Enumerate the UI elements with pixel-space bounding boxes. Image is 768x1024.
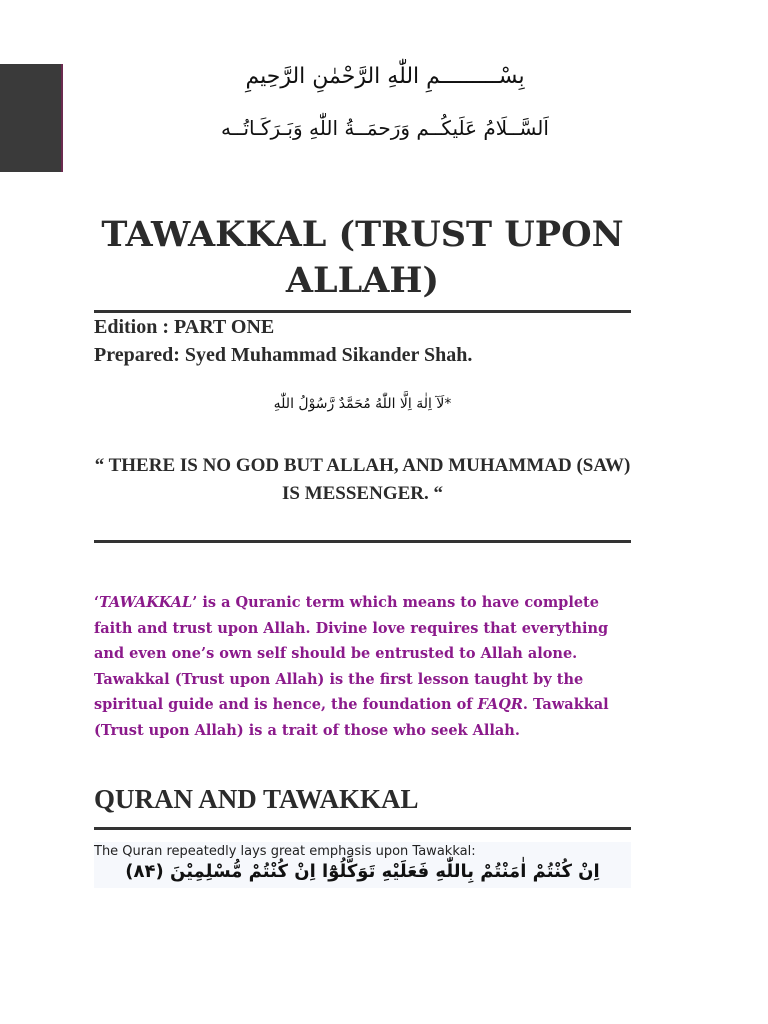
section-heading: QURAN AND TAWAKKAL: [94, 784, 419, 814]
bismillah-text: بِسْـــــــــمِ اللّٰهِ الرَّحْمٰنِ الرَّحِيمِ: [245, 64, 525, 89]
document-title: TAWAKKAL (TRUST UPON ALLAH): [101, 214, 624, 301]
definition-tail: . Tawakkal (Trust upon Allah) is a trait of those who seek Allah.: [94, 696, 609, 739]
salam-text: اَلسَّــلَامُ عَلَيكُــم وَرَحمَــةُ اللّٰهِ وَبَـرَكَـاتُــه: [221, 116, 549, 140]
term-tawakkal: TAWAKKAL: [99, 594, 193, 611]
side-dark-block: [0, 64, 63, 172]
edition-text: Edition : PART ONE: [94, 316, 275, 338]
quote-divider: [94, 540, 631, 543]
definition-body: ’ is a Quranic term which means to have complete faith and trust upon Allah. Divine love requires that everything and even one’s own self should be entrusted to Allah alone. Tawakkal (Trust upon Allah) is the first lesson taught by the spiritual guide and is hence, the foundation of: [94, 594, 609, 714]
quran-intro-text: The Quran repeatedly lays great emphasis upon Tawakkal:: [94, 844, 476, 859]
section-divider: [94, 827, 631, 830]
kalima-text: *لَآ اِلٰهَ اِلَّا اللّٰهُ مُحَمَّدٌ رَّسُوْلُ اللّٰهِ: [273, 396, 452, 412]
title-divider: [94, 310, 631, 313]
kalima-translation: “ THERE IS NO GOD BUT ALLAH, AND MUHAMMAD (SAW) IS MESSENGER. “: [94, 455, 631, 504]
open-quote: ‘: [94, 594, 100, 611]
prepared-by-text: Prepared: Syed Muhammad Sikander Shah.: [94, 344, 473, 366]
term-faqr: FAQR: [477, 696, 523, 714]
quran-verse: اِنْ كُنْتُمْ اٰمَنْتُمْ بِاللّٰهِ فَعَلَيْهِ تَوَكَّلُوْٓا اِنْ كُنْتُمْ مُّسْلِمِيْنَ (٨۴): [125, 861, 600, 882]
tawakkal-definition-paragraph: [94, 590, 639, 744]
